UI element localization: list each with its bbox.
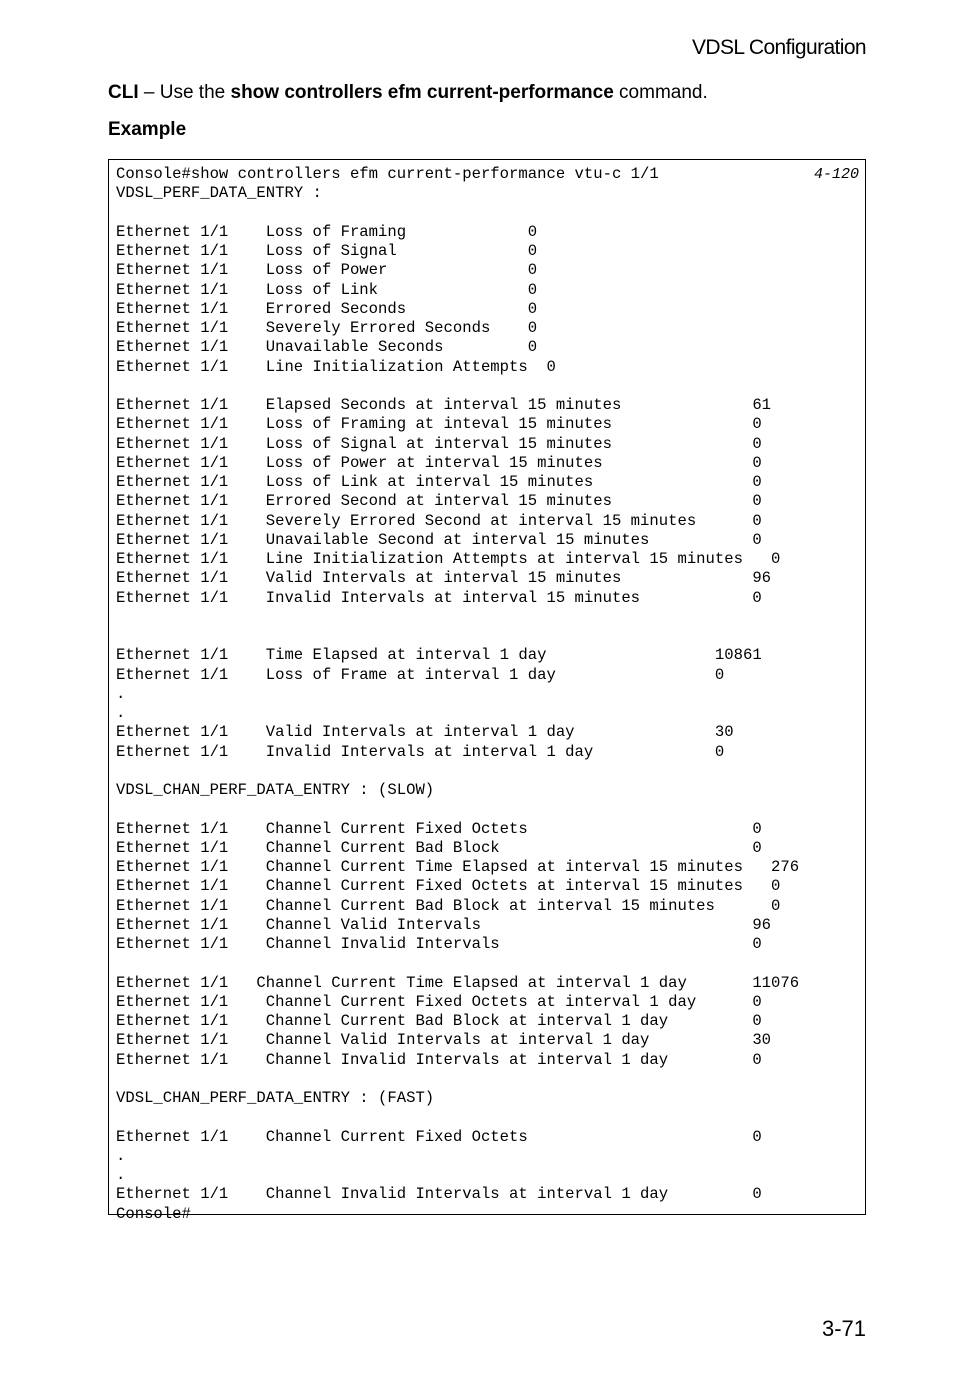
console-line: Ethernet 1/1 Channel Current Time Elapsed at interval 1 day 11076 xyxy=(116,973,800,992)
console-line: Ethernet 1/1 Channel Current Time Elapsed at interval 15 minutes 276 xyxy=(116,858,800,876)
console-line: Ethernet 1/1 Invalid Intervals at interval 1 day 0 xyxy=(116,742,725,761)
console-line: . xyxy=(116,1166,126,1184)
console-line: Ethernet 1/1 Loss of Power 0 xyxy=(116,261,538,280)
console-line: Ethernet 1/1 Channel Current Bad Block at interval 1 day 0 xyxy=(116,1012,762,1030)
console-line: Ethernet 1/1 Unavailable Seconds 0 xyxy=(116,338,538,357)
console-line: Ethernet 1/1 Channel Invalid Intervals 0 xyxy=(116,935,762,953)
console-line: Ethernet 1/1 Loss of Signal at interval 15 minutes 0 xyxy=(116,434,762,453)
console-line: Ethernet 1/1 Valid Intervals at interval 15 minutes 96 xyxy=(116,569,772,588)
console-line: Ethernet 1/1 Invalid Intervals at interval 15 minutes 0 xyxy=(116,588,762,607)
page-number: 3-71 xyxy=(821,1316,866,1341)
cli-after-text: command. xyxy=(613,82,708,103)
console-line: Ethernet 1/1 Channel Current Fixed Octets at interval 15 minutes 0 xyxy=(116,877,781,896)
cli-instruction xyxy=(108,82,708,104)
console-line: Ethernet 1/1 Valid Intervals at interval 1 day 30 xyxy=(116,723,734,742)
console-line: Ethernet 1/1 Channel Current Bad Block 0 xyxy=(116,838,762,857)
example-heading: Example xyxy=(108,119,187,140)
console-line: Ethernet 1/1 Loss of Frame at interval 1 day 0 xyxy=(116,665,725,684)
console-line: . xyxy=(116,684,126,703)
console-line: Console#show controllers efm current-performance vtu-c 1/1 xyxy=(116,165,659,183)
console-line: VDSL_PERF_DATA_ENTRY : xyxy=(116,184,322,203)
console-line: Ethernet 1/1 Severely Errored Seconds 0 xyxy=(116,319,538,337)
console-line: Console# xyxy=(116,1204,191,1223)
console-line: Ethernet 1/1 Channel Current Fixed Octets at interval 1 day 0 xyxy=(116,992,762,1011)
console-line: Ethernet 1/1 Channel Invalid Intervals at interval 1 day 0 xyxy=(116,1050,762,1069)
console-line: . xyxy=(116,704,126,722)
console-line: Ethernet 1/1 Channel Valid Intervals 96 xyxy=(116,915,772,934)
console-line: Ethernet 1/1 Unavailable Second at interval 15 minutes 0 xyxy=(116,530,762,549)
console-line: Ethernet 1/1 Channel Current Fixed Octets 0 xyxy=(116,1127,762,1146)
console-line: VDSL_CHAN_PERF_DATA_ENTRY : (FAST) xyxy=(116,1089,435,1107)
cli-dash-text: – Use the xyxy=(138,82,231,103)
page-reference: 4-120 xyxy=(813,166,859,183)
console-line: Ethernet 1/1 Severely Errored Second at interval 15 minutes 0 xyxy=(116,511,762,530)
command-name: show controllers efm current-performance xyxy=(230,82,614,103)
cli-label: CLI xyxy=(108,82,139,103)
console-output xyxy=(116,165,799,1224)
console-line: Ethernet 1/1 Loss of Framing 0 xyxy=(116,222,538,241)
console-line: Ethernet 1/1 Loss of Framing at inteval 15 minutes 0 xyxy=(116,415,762,434)
console-line: Ethernet 1/1 Channel Current Fixed Octets 0 xyxy=(116,819,762,838)
console-line: Ethernet 1/1 Line Initialization Attempts 0 xyxy=(116,357,556,376)
console-line: VDSL_CHAN_PERF_DATA_ENTRY : (SLOW) xyxy=(116,781,435,799)
console-line: Ethernet 1/1 Loss of Link at interval 15 minutes 0 xyxy=(116,473,762,491)
console-line: Ethernet 1/1 Errored Seconds 0 xyxy=(116,299,538,318)
console-line: Ethernet 1/1 Channel Invalid Intervals at interval 1 day 0 xyxy=(116,1185,762,1204)
console-line: Ethernet 1/1 Line Initialization Attempts at interval 15 minutes 0 xyxy=(116,550,781,568)
console-line: Ethernet 1/1 Loss of Link 0 xyxy=(116,280,538,299)
console-line: Ethernet 1/1 Elapsed Seconds at interval 15 minutes 61 xyxy=(116,396,772,414)
console-line: Ethernet 1/1 Loss of Signal 0 xyxy=(116,242,538,260)
console-line: Ethernet 1/1 Channel Current Bad Block at interval 15 minutes 0 xyxy=(116,896,781,915)
console-line: Ethernet 1/1 Errored Second at interval 15 minutes 0 xyxy=(116,492,762,511)
console-line: Ethernet 1/1 Channel Valid Intervals at interval 1 day 30 xyxy=(116,1031,772,1050)
console-line: . xyxy=(116,1146,126,1165)
console-output-box xyxy=(108,159,866,1223)
console-line: Ethernet 1/1 Loss of Power at interval 15 minutes 0 xyxy=(116,453,762,472)
console-line: Ethernet 1/1 Time Elapsed at interval 1 day 10861 xyxy=(116,646,762,665)
section-header: VDSL Configuration xyxy=(691,36,866,59)
